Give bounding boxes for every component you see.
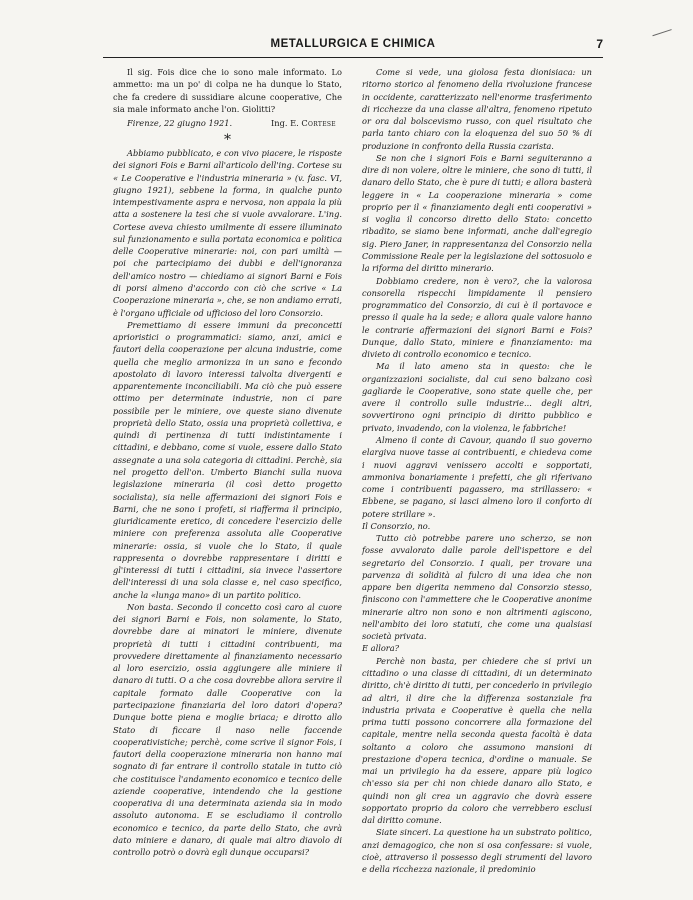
pencil-mark (652, 29, 673, 42)
right-column (362, 66, 592, 876)
editorial-paragraph: Tutto ciò potrebbe parere uno scherzo, se non fosse avvalorato dalle parole dell'ispettore e del segretario del Consorzio. I quali, per trovare una parvenza di solidità al fulcro di una idea che non appare ben digerita nemmeno dal Consorzio stesso, finiscono con l'ammettere che le Cooperative anonime minerarie altro non sono e non altrimenti agiscono, nell'ambito dei loro statuti, che come una qualsiasi società privata. (362, 533, 592, 642)
editorial-paragraph: Siate sinceri. La questione ha un substrato politico, anzi demagogico, che non si osa confessare: si vuole, cioè, attraverso il possesso degli strumenti del lavoro e della ricchezza nazionale, il predominio (362, 827, 592, 875)
editorial-paragraph: Abbiamo pubblicato, e con vivo piacere, le risposte dei signori Fois e Barni all'articolo dell'ing. Cortese su « Le Cooperative e l'industria mineraria » (v. fasc. VI, giugno 1921), sebbene la forma, in qualche punto intempestivamente aspra e nervosa, non appaia la più atta a sostenere la tesi che si vuole avvalorare. L'ing. Cortese aveva chiesto umilmente di essere illuminato sul funzionamento e sulla portata economica e politica delle Cooperative minerarie: noi, con pari umiltà — poi che partecipiamo dei dubbi e dell'ignoranza dell'amico nostro — chiediamo ai signori Barni e Fois di porsi almeno d'accordo con ciò che scrive « La Cooperazione mineraria », che, se non andiamo errati, è l'organo ufficiale od ufficioso del loro Consorzio. (113, 148, 342, 318)
editorial-paragraph: Il Consorzio, no. (362, 520, 431, 531)
signature-prefix: Ing. E. (271, 118, 302, 129)
signature (271, 117, 336, 129)
section-separator: * (224, 132, 231, 149)
editorial-paragraph: E allora? (362, 643, 400, 654)
editorial-paragraph: Perchè non basta, per chiedere che si privi un cittadino o una classe di cittadini, di un determinato diritto, ch'è diritto di tutti, per concederlo in privilegio ad altri, il dire che la differenza sostanziale fra industria privata e Cooperative è quella che nella prima tutti possono concorrere alla formazione del capitale, mentre nella seconda questa facoltà è data soltanto a coloro che assumono mansioni di prestazione d'opera tecnica, d'ordine o manuale. Se mai un privilegio ha da essere, appare più logico ch'esso sia per chi non chiede danaro allo Stato, e quindi non gli crea un aggravio che dovrà essere sopportato proprio da coloro che verrebbero esclusi dal diritto comune. (362, 655, 592, 826)
editorial-paragraph: Dobbiamo credere, non è vero?, che la valorosa consorella rispecchi limpidamente il pensiero programmatico del Consorzio, di cui è il portavoce e presso il quale ha la sede; e allora quale valore hanno le contrarie affermazioni dei signori Barni e Fois? Dunque, dallo Stato, miniere e finanziamento: ma divieto di controllo economico e tecnico. (362, 275, 592, 360)
editorial-paragraph: Ma il lato ameno sta in questo: che le organizzazioni socialiste, dal cui seno balzano così gagliarde le Cooperative, sono state quelle che, per avere il controllo sulle industrie... degli altri, sovvertirono ogni principio di diritto pubblico e privato, invadendo, con la violenza, le fabbriche! (362, 361, 592, 433)
page-number: 7 (596, 37, 603, 51)
header-rule (103, 57, 603, 58)
editorial-paragraph: Almeno il conte di Cavour, quando il suo governo elargiva nuove tasse ai contribuenti, e chiedeva come i nuovi aggravi venissero accolti e sopportati, ammoniva bonariamente i prefetti, che gli riferivano come i contribuenti pagassero, ma strillassero: « Ebbene, se pagano, si lasci almeno loro il conforto di potere strillare ». (362, 434, 592, 519)
left-column (113, 66, 342, 858)
dateline (113, 117, 342, 131)
editorial-paragraph: Come si vede, una giolosa festa dionisiaca: un ritorno storico al fenomeno della rivoluzione francese in occidente, caratterizzato nell'enorme trasferimento di ricchezze da una classe all'altra, fenomeno ripetuto or ora dal bolscevismo russo, con quel risultato che parla tanto chiaro con la eloquenza del suo 50 % di produzione in confronto della Russia czarista. (362, 67, 592, 151)
signature-name: Cortese (301, 118, 336, 129)
editorial-paragraph: Non basta. Secondo il concetto così caro al cuore dei signori Barni e Fois, non solamente, lo Stato, dovrebbe dare ai minatori le miniere, divenute proprietà di tutti i cittadini contribuenti, ma provvedere direttamente al finanziamento necessario al loro esercizio, ossia aggiungere alle miniere il danaro di tutti. O a che cosa dovrebbe allora servire il capitale formato dalle Cooperative con la partecipazione finanziaria del loro datori d'opera? Dunque botte piena e moglie briaca; e dirotto allo Stato di ficcare il naso nelle faccende cooperativistiche; perchè, come scrive il signor Fois, i fautori della cooperazione mineraria non hanno mai sognato di far entrare il controllo statale in tutto ciò che costituisce l'andamento economico e tecnico delle aziende cooperative, intendendo che la gestione cooperativa di una determinata azienda sia in modo assoluto autonoma. E se escludiamo il controllo economico e tecnico, da parte dello Stato, che avrà dato miniere e danaro, di quale mai altro diavolo di controllo potrò o dovrà egli dunque occuparsi? (113, 601, 342, 858)
journal-title: METALLURGICA E CHIMICA (270, 38, 436, 50)
editorial-paragraph: Premettiamo di essere immuni da preconcetti aprioristici o programmatici: siamo, anzi, amici e fautori della cooperazione per alcuna industrie, come quella che meglio armonizza in un sano e fecondo apostolato di lavoro interessi talvolta divergenti e apparentemente inconciliabili. Ma ciò che può essere ottimo per determinate industrie, non ci pare possibile per le miniere, ove queste siano divenute proprietà dello Stato, ossia una proprietà collettiva, e quindi di pertinenza di tutti indistintamente i cittadini, e debbano, come si vuole, essere dallo Stato assegnate a una sola categoria di cittadini. Perchè, sia nel progetto dell'on. Umberto Bianchi sulla nuova legislazione mineraria (il così detto progetto socialista), sia nelle affermazioni dei signori Fois e Barni, che ne sono i profeti, si riafferma il principio, giuridicamente eretico, di concedere l'esercizio delle miniere con preferenza assoluta alle Cooperative minerarie: ossia, si vuole che lo Stato, il quale rappresenta o dovrebbe rappresentare i diritti e gl'interessi di tutti i cittadini, sia invece l'assertore dell'interessi di una sola classe e, nel caso specifico, anche la «lunga mano» di un partito politico. (113, 319, 342, 600)
letter-date: Firenze, 22 giugno 1921. (127, 118, 233, 129)
editorial-paragraph: Se non che i signori Fois e Barni seguiteranno a dire di non volere, oltre le miniere, che sono di tutti, il danaro dello Stato, che è pure di tutti; e allora basterà leggere in « La cooperazione mineraria » come proprio per il « finanziamento degli enti cooperativi » si voglia il concorso diretto dello Stato: concetto ribadito, se siamo bene informati, anche dall'egregio sig. Piero Janer, in rappresentanza del Consorzio nella Commissione Reale per la legislazione del sottosuolo e la riforma del diritto minerario. (362, 152, 592, 274)
running-header (103, 38, 603, 58)
letter-closing-paragraph: Il sig. Fois dice che io sono male informato. Lo ammetto: ma un po' di colpa ne ha dunque lo Stato, che fa credere di sussidiare alcune cooperative, Che sia male informato anche l'on. Giolitti? (113, 67, 342, 114)
